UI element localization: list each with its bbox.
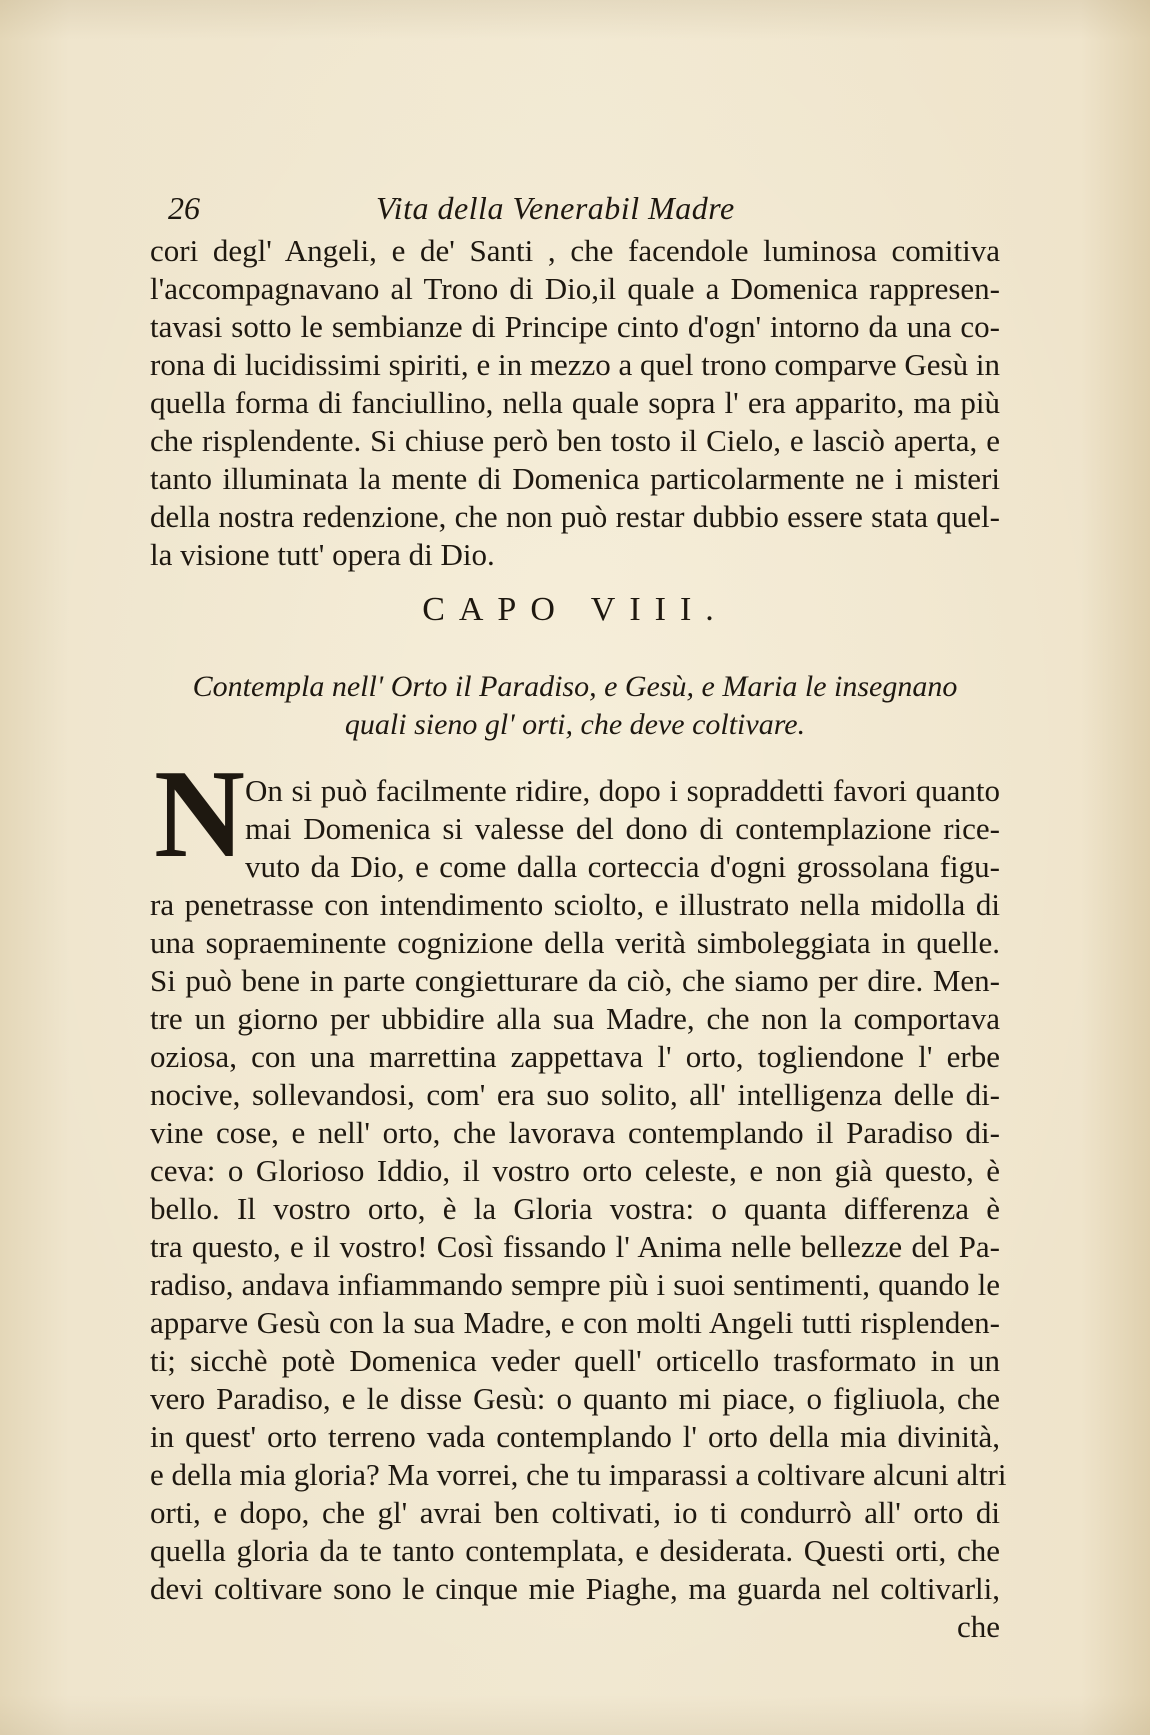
- page-header: [150, 190, 1000, 230]
- text-line: e della mia gloria? Ma vorrei, che tu imparassi a coltivare alcuni altri: [150, 1457, 1007, 1492]
- chapter-heading: CAPO VIII.: [422, 591, 728, 628]
- text-line: vuto da Dio, e come dalla corteccia d'ogni grossolana figu-: [245, 849, 1000, 884]
- text-line: una sopraeminente cognizione della verità simboleggiata in quelle.: [150, 925, 1000, 960]
- text-line: quella forma di fanciullino, nella quale sopra l' era apparito, ma più: [150, 385, 1000, 420]
- text-line: vine cose, e nell' orto, che lavorava contemplando il Paradiso di-: [150, 1115, 1000, 1150]
- text-line: che risplendente. Si chiuse però ben tosto il Cielo, e lasciò aperta, e: [150, 423, 1000, 458]
- text-line: bello. Il vostro orto, è la Gloria vostra: o quanta differenza è: [150, 1191, 1000, 1226]
- text-line: vero Paradiso, e le disse Gesù: o quanto mi piace, o figliuola, che: [150, 1381, 1000, 1416]
- text-line: devi coltivare sono le cinque mie Piaghe, ma guarda nel coltivarli,: [150, 1571, 1000, 1606]
- text-line: la visione tutt' opera di Dio.: [150, 537, 495, 572]
- running-title: Vita della Venerabil Madre: [376, 190, 735, 226]
- catchword: che: [956, 1609, 1000, 1644]
- drop-cap: N: [154, 745, 245, 884]
- text-line: ra penetrasse con intendimento sciolto, e illustrato nella midolla di: [150, 887, 1000, 922]
- text-line: rona di lucidissimi spiriti, e in mezzo a quel trono comparve Gesù in: [150, 347, 1000, 382]
- text-line: della nostra redenzione, che non può restar dubbio essere stata quel-: [150, 499, 1000, 534]
- page-number: 26: [168, 190, 200, 226]
- text-line: tre un giorno per ubbidire alla sua Madre, che non la comportava: [150, 1001, 1000, 1036]
- text-line: l'accompagnavano al Trono di Dio,il quale a Domenica rappresen-: [150, 271, 1000, 306]
- text-line: quella gloria da te tanto contemplata, e desiderata. Questi orti, che: [150, 1533, 1000, 1568]
- chapter-subtitle-line: Contempla nell' Orto il Paradiso, e Gesù, e Maria le insegnano: [192, 670, 958, 703]
- chapter-subtitle-line: quali sieno gl' orti, che deve coltivare.: [344, 708, 806, 741]
- text-line: On si può facilmente ridire, dopo i sopraddetti favori quanto: [245, 773, 1000, 808]
- text-line: tavasi sotto le sembianze di Principe cinto d'ogn' intorno da una co-: [150, 309, 1000, 344]
- text-line: cori degl' Angeli, e de' Santi , che facendole luminosa comitiva: [150, 233, 1000, 268]
- text-line: tanto illuminata la mente di Domenica particolarmente ne i misteri: [150, 461, 1000, 496]
- text-line: orti, e dopo, che gl' avrai ben coltivati, io ti condurrò all' orto di: [150, 1495, 1000, 1530]
- text-line: mai Domenica si valesse del dono di contemplazione rice-: [245, 811, 1000, 846]
- text-line: oziosa, con una marrettina zappettava l' orto, togliendone l' erbe: [150, 1039, 1000, 1074]
- text-line: ceva: o Glorioso Iddio, il vostro orto celeste, e non già questo, è: [150, 1153, 1000, 1188]
- text-line: apparve Gesù con la sua Madre, e con molti Angeli tutti risplenden-: [150, 1305, 1000, 1340]
- text-line: Si può bene in parte congietturare da ciò, che siamo per dire. Men-: [150, 963, 1000, 998]
- text-line: nocive, sollevandosi, com' era suo solito, all' intelligenza delle di-: [150, 1077, 1000, 1112]
- text-line: in quest' orto terreno vada contemplando l' orto della mia divinità,: [150, 1419, 1000, 1454]
- text-line: radiso, andava infiammando sempre più i suoi sentimenti, quando le: [150, 1267, 1000, 1302]
- text-line: ti; sicchè potè Domenica veder quell' orticello trasformato in un: [150, 1343, 1000, 1378]
- text-line: tra questo, e il vostro! Così fissando l' Anima nelle bellezze del Pa-: [150, 1229, 1000, 1264]
